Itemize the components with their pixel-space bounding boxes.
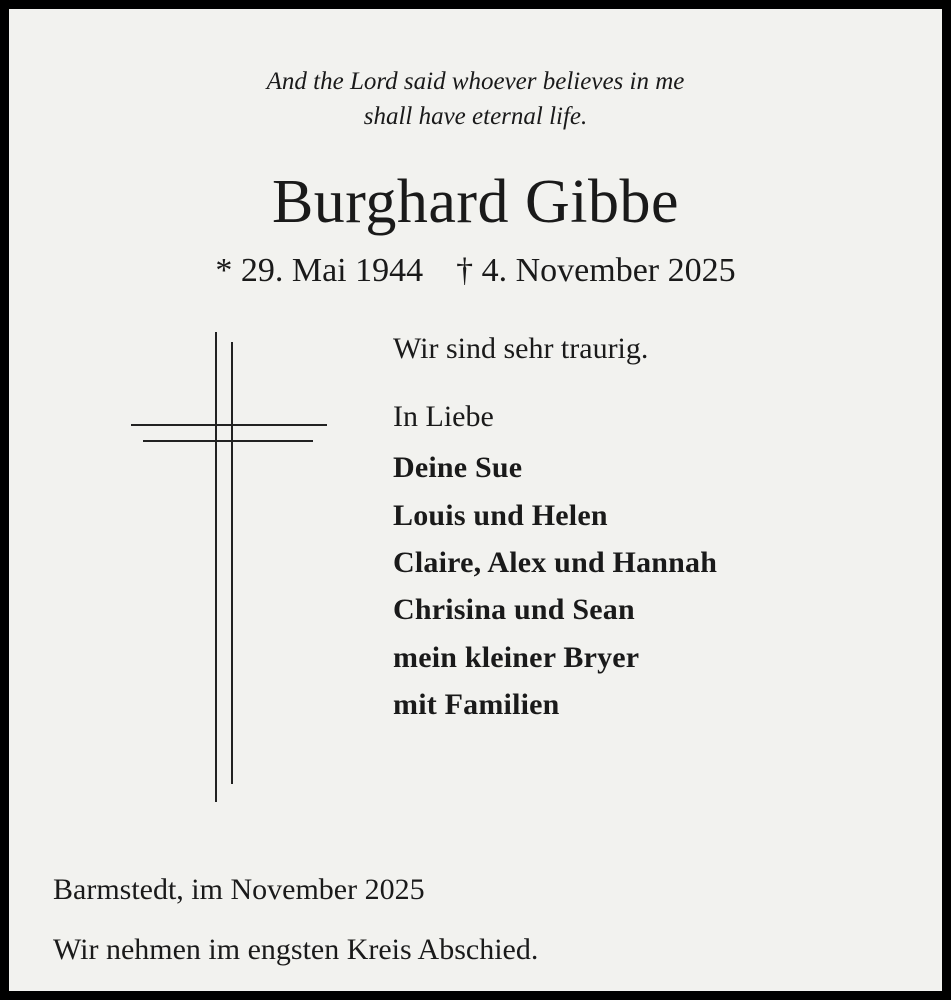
verse-line-1: And the Lord said whoever believes in me (266, 68, 685, 95)
message-block (393, 332, 913, 728)
cross-vertical-line-1 (215, 332, 217, 802)
footer-block (53, 875, 898, 965)
body-area (53, 332, 898, 832)
death-date: † 4. November 2025 (456, 252, 736, 290)
mourning-line: Wir sind sehr traurig. (393, 332, 649, 366)
closing-line: Wir nehmen im engsten Kreis Abschied. (53, 933, 539, 966)
birth-date: * 29. Mai 1944 (215, 252, 424, 290)
cross-horizontal-line-1 (131, 424, 327, 426)
verse-block (156, 65, 796, 134)
list-item: mit Familien (393, 688, 560, 722)
cross-icon (131, 332, 341, 812)
deceased-name: Burghard Gibbe (271, 168, 680, 236)
verse-line-2: shall have eternal life. (363, 102, 588, 130)
place-and-date: Barmstedt, im November 2025 (53, 873, 425, 906)
cross-vertical-line-2 (231, 342, 233, 784)
in-love-line: In Liebe (393, 400, 494, 434)
list-item: Chrisina und Sean (393, 593, 635, 627)
list-item: mein kleiner Bryer (393, 640, 640, 674)
list-item: Claire, Alex und Hannah (393, 545, 718, 579)
list-item: Deine Sue (393, 451, 523, 485)
cross-horizontal-line-2 (143, 440, 313, 442)
life-dates (53, 252, 898, 290)
list-item: Louis und Helen (393, 498, 608, 532)
family-list (393, 444, 913, 728)
